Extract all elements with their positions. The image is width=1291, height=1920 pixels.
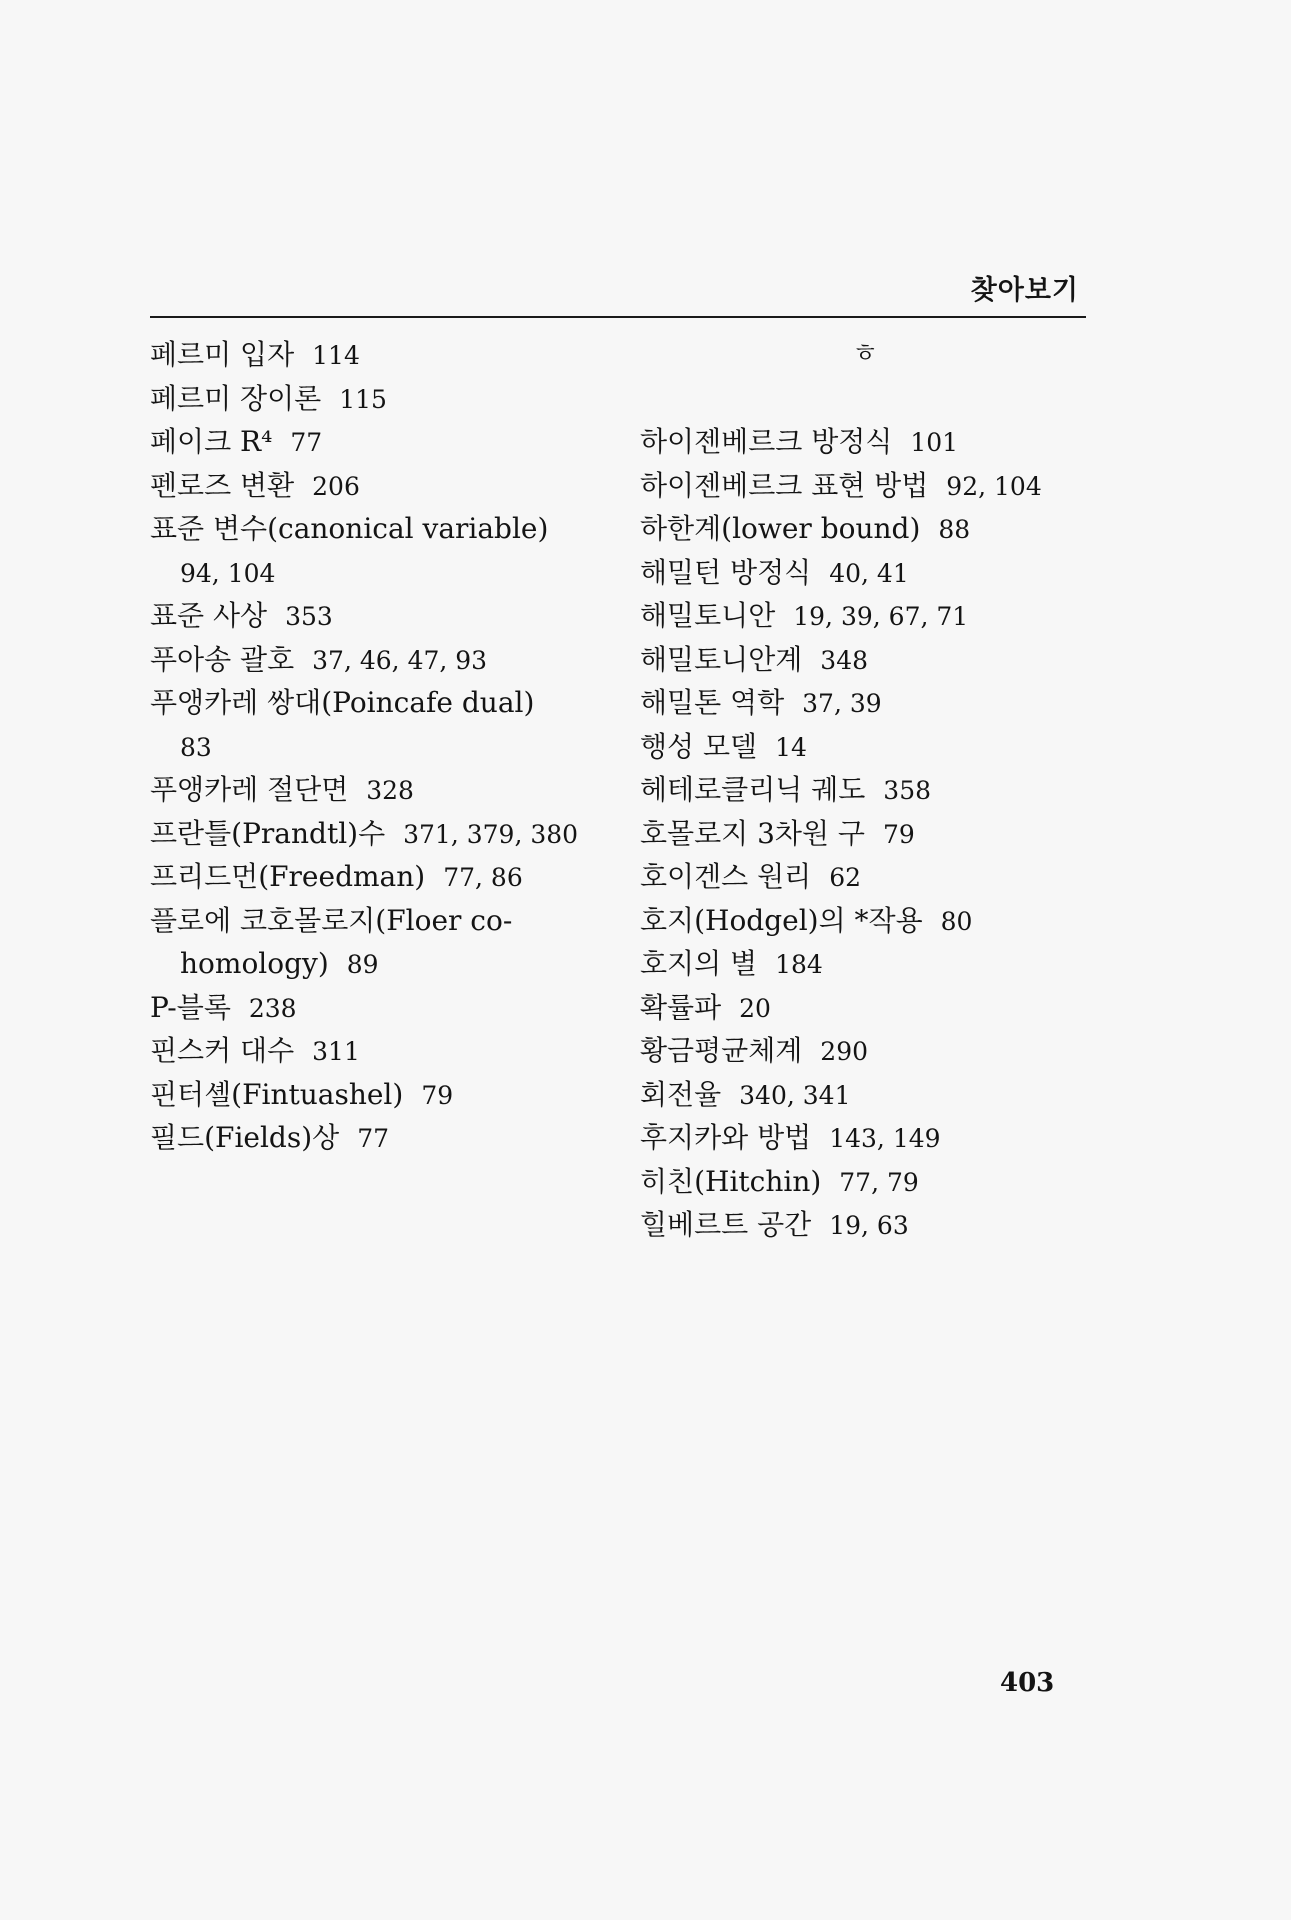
index-pages: 348: [820, 645, 869, 675]
index-term: 표준 변수(canonical variable): [150, 512, 549, 545]
index-entry: [640, 1073, 1090, 1117]
index-pages: 77, 79: [839, 1167, 919, 1197]
index-term: 히친(Hitchin): [640, 1164, 822, 1198]
index-pages: 40, 41: [829, 558, 909, 588]
index-entry: [150, 1029, 610, 1073]
index-pages: 115: [339, 384, 387, 414]
index-entry: [150, 986, 610, 1030]
index-term: 해밀톤 역학: [640, 686, 785, 719]
index-pages: 80: [940, 906, 973, 936]
index-pages: 290: [820, 1037, 869, 1066]
index-term: P-블록: [150, 990, 231, 1024]
index-pages: 77, 86: [443, 863, 523, 892]
index-pages: 89: [346, 950, 379, 979]
index-entry: [640, 855, 1090, 899]
index-entry: [640, 464, 1090, 508]
index-entry: [150, 1116, 610, 1160]
index-entry: [640, 1203, 1090, 1247]
index-entry: [640, 551, 1090, 595]
index-term: 핀터셸(Fintuashel): [150, 1077, 404, 1111]
right-index-column: [640, 333, 1090, 1247]
index-term: 프란틀(Prandtl)수: [150, 816, 386, 850]
index-entry: [150, 681, 610, 725]
index-entry: [640, 594, 1090, 638]
index-term: 필드(Fields)상: [150, 1121, 340, 1154]
index-pages: 79: [882, 819, 915, 849]
index-entry: [640, 812, 1090, 856]
index-pages: 20: [739, 993, 771, 1023]
index-entry: [640, 768, 1090, 812]
index-term: 후지카와 방법: [640, 1121, 812, 1154]
index-term: 해밀토니안계: [640, 642, 803, 676]
page-number: 403: [1000, 1668, 1055, 1698]
index-entry: [150, 768, 610, 812]
index-pages: 184: [775, 950, 823, 979]
index-pages: 143, 149: [829, 1124, 941, 1153]
index-pages: 371, 379, 380: [403, 819, 579, 849]
index-entry: [640, 507, 1090, 551]
index-entry: [150, 594, 610, 638]
index-term: 푸아송 괄호: [150, 642, 295, 676]
index-term: 펜로즈 변환: [150, 468, 295, 502]
index-term: 호이겐스 원리: [640, 860, 812, 893]
index-term: 프리드먼(Freedman): [150, 860, 426, 893]
index-term: 플로에 코호몰로지(Floer co-: [150, 903, 513, 937]
index-entry: [150, 638, 610, 682]
index-pages: 37, 39: [802, 689, 882, 718]
index-entry: [150, 725, 610, 769]
index-entry: [150, 377, 610, 421]
left-index-column: [150, 333, 610, 1160]
section-letter: ㅎ: [852, 339, 878, 369]
index-pages: 19, 39, 67, 71: [793, 602, 969, 631]
index-entry: [150, 1073, 610, 1117]
index-pages: 79: [421, 1080, 454, 1110]
index-term: 핀스커 대수: [150, 1034, 295, 1067]
index-pages: 19, 63: [829, 1211, 909, 1240]
index-term: 확률파: [640, 990, 722, 1024]
index-entry: [150, 942, 610, 986]
index-entry: [150, 551, 610, 595]
index-term: 황금평균체계: [640, 1034, 803, 1067]
index-pages: 238: [248, 993, 297, 1023]
index-pages: 94, 104: [180, 558, 276, 588]
index-entry: [640, 986, 1090, 1030]
index-entry: [640, 420, 1090, 464]
index-pages: 328: [366, 776, 414, 805]
index-entry: [150, 812, 610, 856]
index-entry: [640, 681, 1090, 725]
index-term: 해밀토니안: [640, 599, 776, 632]
index-entry: [150, 420, 610, 464]
index-pages: 311: [312, 1037, 360, 1066]
index-term: 페이크 R⁴: [150, 425, 273, 458]
index-pages: 77: [357, 1124, 390, 1153]
index-term: 회전율: [640, 1077, 722, 1111]
index-pages: 88: [938, 515, 971, 544]
index-term: 호몰로지 3차원 구: [640, 816, 865, 850]
index-term: 푸앵카레 쌍대(Poincafe dual): [150, 686, 535, 719]
index-pages: 37, 46, 47, 93: [312, 645, 488, 675]
index-pages: 92, 104: [946, 471, 1042, 501]
index-term: 해밀턴 방정식: [640, 555, 812, 589]
index-pages: 206: [312, 471, 360, 501]
section-spacer: [640, 377, 1090, 421]
running-head: 찾아보기: [970, 275, 1079, 306]
index-pages: 62: [829, 863, 862, 892]
index-term: 힐베르트 공간: [640, 1208, 812, 1241]
right-entries: [640, 420, 1090, 1247]
index-term: 하이젠베르크 방정식: [640, 425, 893, 458]
index-entry: [150, 507, 610, 551]
index-pages: 83: [180, 732, 212, 762]
index-term: 페르미 장이론: [150, 381, 322, 415]
index-term: 헤테로클리닉 궤도: [640, 773, 866, 806]
index-pages: 14: [775, 732, 807, 762]
index-term: 호지의 별: [640, 947, 758, 980]
index-pages: 77: [290, 428, 323, 457]
index-entry: [640, 1116, 1090, 1160]
index-entry: [640, 638, 1090, 682]
index-term: 표준 사상: [150, 599, 268, 632]
index-term: 하한계(lower bound): [640, 512, 921, 545]
index-pages: 358: [883, 776, 932, 805]
index-term: 하이젠베르크 표현 방법: [640, 468, 929, 502]
index-pages: 114: [312, 341, 360, 370]
index-term: 호지(Hodgel)의 *작용: [640, 903, 923, 937]
index-entry: [640, 899, 1090, 943]
index-entry: [150, 899, 610, 943]
index-term: homology): [180, 947, 329, 980]
index-entry: [640, 725, 1090, 769]
index-entry: [640, 1029, 1090, 1073]
index-pages: 101: [910, 428, 959, 457]
header-rule: [150, 316, 1086, 318]
index-pages: 340, 341: [739, 1080, 851, 1110]
index-term: 행성 모델: [640, 729, 758, 763]
index-term: 페르미 입자: [150, 338, 295, 371]
index-entry: [150, 855, 610, 899]
index-pages: 353: [285, 602, 333, 631]
index-entry: [640, 942, 1090, 986]
index-entry: [640, 1160, 1090, 1204]
index-entry: [150, 464, 610, 508]
index-term: 푸앵카레 절단면: [150, 773, 349, 806]
index-entry: [150, 333, 610, 377]
